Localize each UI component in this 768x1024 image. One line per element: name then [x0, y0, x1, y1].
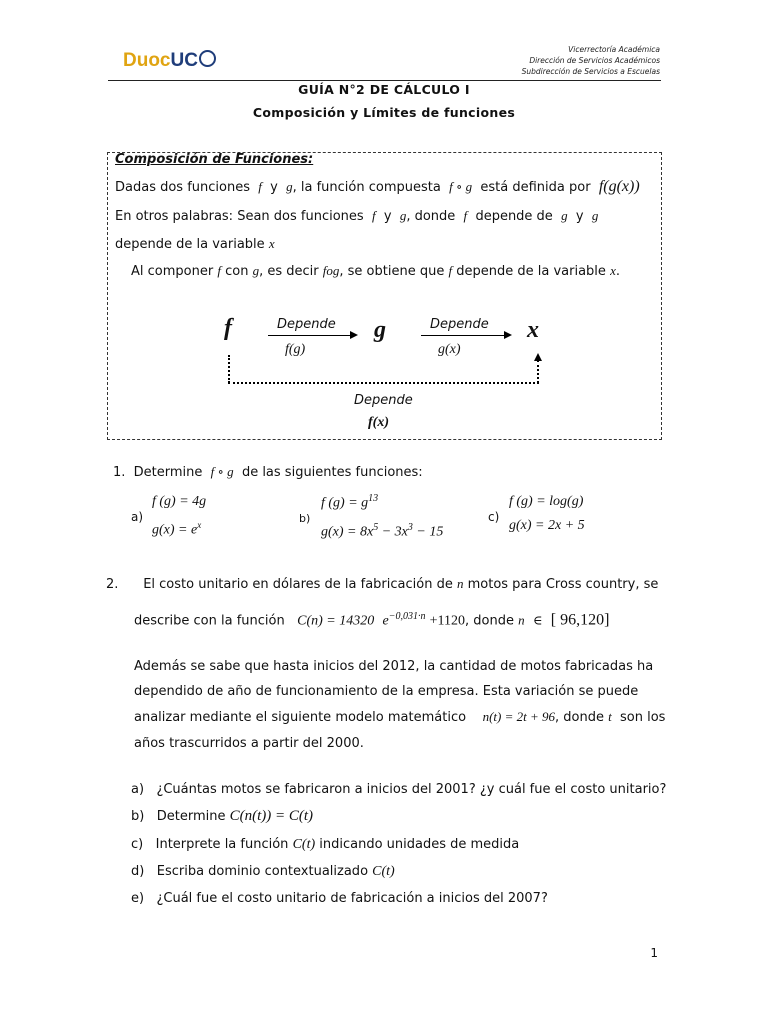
text: El costo unitario en dólares de la fabricación de	[143, 577, 453, 592]
q1-c-f: f (g) = log(g)	[509, 494, 584, 509]
q2-line-3: Además se sabe que hasta inicios del 2012, la cantidad de motos fabricadas ha	[134, 659, 654, 674]
text: analizar mediante el siguiente modelo matemático	[134, 710, 467, 725]
text: − 3x	[378, 524, 408, 540]
math-plus: +1120	[429, 613, 465, 629]
text: , donde	[555, 710, 604, 725]
exponent: x	[197, 520, 202, 530]
q2-item-a	[131, 777, 666, 802]
item-text: Determine	[156, 809, 226, 824]
math-nt: n(t) = 2t + 96	[482, 709, 556, 724]
math-g: g	[399, 208, 407, 223]
text: g(x) = 8x	[321, 524, 374, 540]
fg-label: f(g)	[285, 342, 306, 357]
exponent: 3	[407, 522, 413, 533]
text: , donde	[406, 209, 456, 224]
logo-uc-text: UC	[170, 50, 198, 71]
item-text: Interprete la función	[155, 837, 289, 852]
guide-title: GUÍA N°2 DE CÁLCULO I	[298, 82, 470, 97]
q2-line-6: años trascurridos a partir del 2000.	[134, 736, 364, 751]
depende-label-1: Depende	[277, 317, 336, 332]
text: con	[225, 264, 249, 279]
text: motos para Cross country, se	[467, 577, 659, 592]
dotted-right	[537, 360, 539, 383]
item-text: Escriba dominio contextualizado	[156, 864, 369, 879]
q1-b-label: b)	[299, 512, 311, 525]
math-fgx: f(g(x))	[598, 178, 640, 195]
exponent: 5	[373, 522, 379, 533]
duoc-uc-logo	[123, 50, 216, 72]
item-text: indicando unidades de medida	[319, 837, 520, 852]
text: g(x) = e	[152, 522, 198, 538]
math-x: x	[268, 236, 275, 251]
math-n: n	[518, 612, 525, 628]
box-line-4	[131, 263, 620, 279]
depende-label-2: Depende	[430, 317, 489, 332]
math-g: g	[591, 208, 599, 223]
item-text: ¿Cuántas motos se fabricaron a inicios del 2001? ¿y cuál fue el costo unitario?	[156, 782, 667, 797]
math-n: n	[456, 576, 464, 591]
inst-line-1: Vicerrectoría Académica	[568, 45, 660, 54]
q1-c-g: g(x) = 2x + 5	[509, 518, 585, 533]
text: .	[615, 264, 620, 279]
header-divider	[108, 80, 661, 81]
q1-a-label: a)	[131, 510, 144, 524]
math-interval: [ 96,120]	[550, 611, 610, 629]
text: y	[270, 180, 278, 195]
text: , es decir	[259, 264, 319, 279]
q1-a-g	[152, 520, 201, 539]
page-number: 1	[650, 946, 658, 960]
arrow-right-icon	[504, 331, 512, 339]
q1-b-f	[321, 493, 378, 512]
arrow-up-icon	[534, 353, 542, 361]
math-comp: f ∘ g	[449, 179, 473, 194]
box-line-2	[115, 208, 598, 224]
text: está definida por	[480, 180, 591, 195]
exponent: 13	[368, 493, 379, 504]
math-fog: fog	[322, 263, 340, 278]
item-label: c)	[131, 837, 144, 852]
math-f: f	[258, 179, 262, 194]
text: describe con la función	[134, 613, 285, 629]
inst-line-2: Dirección de Servicios Académicos	[529, 56, 660, 65]
q1-statement	[113, 459, 423, 485]
gx-label: g(x)	[438, 342, 461, 357]
text: , se obtiene que	[339, 264, 445, 279]
q2-line-4: dependido de año de funcionamiento de la empresa. Esta variación se puede	[134, 684, 639, 699]
q2-number: 2.	[106, 577, 119, 592]
item-math: C(n(t)) = C(t)	[229, 808, 314, 824]
q2-item-c	[131, 832, 519, 857]
math-g: g	[286, 179, 293, 194]
text: y	[383, 209, 392, 224]
item-math: C(t)	[292, 837, 316, 852]
math-cn: C(n) = 14320	[297, 613, 375, 629]
text: de las siguientes funciones:	[241, 465, 423, 480]
q2-line-1	[106, 571, 658, 597]
text: depende de	[475, 209, 553, 224]
text: , la función compuesta	[292, 180, 441, 195]
text: Al componer	[131, 264, 214, 279]
text: son los	[620, 710, 666, 725]
fx-label: f(x)	[368, 415, 389, 430]
q1-c-label: c)	[488, 510, 500, 524]
math-t: t	[608, 709, 612, 724]
q2-line-2	[134, 604, 609, 633]
q1-b-g	[321, 522, 443, 541]
box-line-1	[115, 178, 640, 196]
q2-item-d	[131, 859, 395, 884]
item-label: b)	[131, 809, 145, 824]
math-e: e	[382, 613, 389, 629]
item-label: e)	[131, 891, 145, 906]
q1-a-f: f (g) = 4g	[152, 494, 207, 509]
box-line-3	[115, 236, 275, 252]
arrow-right-icon	[350, 331, 358, 339]
arrow-1-line	[268, 335, 350, 336]
math-f: f	[371, 208, 376, 223]
text: f (g) = g	[321, 495, 369, 511]
inst-line-3: Subdirección de Servicios a Escuelas	[521, 67, 660, 76]
q2-line-5	[134, 704, 665, 730]
text: Dadas dos funciones	[115, 180, 250, 195]
text: depende de la variable	[115, 237, 265, 252]
diagram-g: g	[374, 317, 386, 343]
q2-item-b	[131, 804, 313, 829]
text: Determine	[133, 465, 203, 480]
item-text: ¿Cuál fue el costo unitario de fabricación a inicios del 2007?	[156, 891, 548, 906]
seal-icon	[199, 50, 216, 67]
logo-duoc-text: Duoc	[123, 50, 171, 71]
math-in: ∈	[532, 612, 543, 628]
institution-block	[522, 44, 660, 77]
item-label: d)	[131, 864, 145, 879]
depende-label-3: Depende	[354, 393, 413, 408]
math-g: g	[561, 208, 568, 223]
math-comp: f ∘ g	[210, 464, 234, 479]
guide-subtitle: Composición y Límites de funciones	[252, 105, 516, 120]
math-g: g	[252, 263, 260, 278]
math-f: f	[463, 208, 468, 223]
math-x: x	[610, 263, 616, 278]
item-math: C(t)	[372, 864, 395, 879]
q2-item-e	[131, 886, 548, 911]
math-f: f	[217, 263, 221, 278]
text: En otros palabras: Sean dos funciones	[115, 209, 364, 224]
diagram-x: x	[527, 317, 539, 343]
item-label: a)	[131, 782, 145, 797]
dotted-left	[228, 355, 230, 383]
text: − 15	[412, 524, 444, 540]
text: , donde	[464, 613, 514, 629]
diagram-f: f	[224, 315, 232, 341]
text: y	[575, 209, 584, 224]
text: depende de la variable	[456, 264, 606, 279]
q1-number: 1.	[113, 465, 126, 480]
dotted-bottom	[228, 382, 539, 384]
box-heading: Composición de Funciones:	[115, 152, 314, 167]
exponent: −0,031·n	[388, 611, 426, 622]
math-f: f	[448, 263, 453, 278]
arrow-2-line	[421, 335, 504, 336]
